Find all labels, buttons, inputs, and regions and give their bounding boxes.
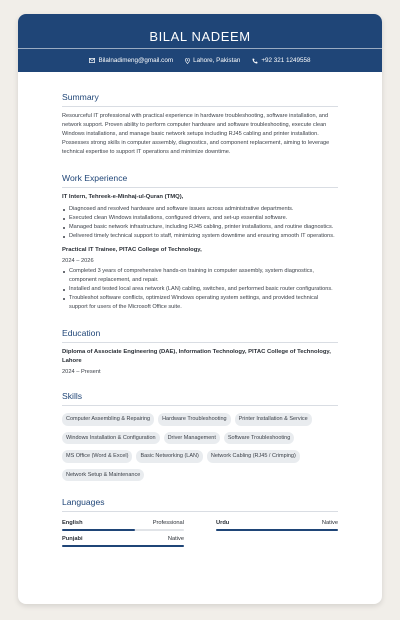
skill-chip: Printer Installation & Service [235,413,312,426]
proficiency-bar-fill [62,545,184,547]
contact-bar [18,49,382,72]
email-text: Bilalnadimeng@gmail.com [98,57,174,64]
job-entry [62,193,338,241]
job-title: IT Intern, Tehreek-e-Minhaj-ul-Quran (TMQ), [62,194,184,200]
phone-icon [252,58,258,64]
job-bullet: Installed and tested local area network (LAN) cabling, switches, and performed basic router configurations. [62,285,338,294]
languages-section [62,497,338,547]
skill-chip: Driver Management [164,432,220,445]
job-entry [62,246,338,312]
experience-heading: Work Experience [62,173,128,183]
location-pin-icon [185,58,190,64]
job-bullet: Delivered timely technical support to staff, minimizing system downtime and ensuring smooth IT operations. [62,232,338,241]
education-date: 2024 – Present [62,369,101,375]
section-divider [62,511,338,512]
job-bullets [62,205,338,241]
candidate-name: BILAL NADEEM [149,29,251,44]
job-bullet: Troubleshot software conflicts, optimized Windows operating system settings, and provided technical support for users of the Microsoft Office suite. [62,294,338,312]
skill-chip: Hardware Troubleshooting [158,413,231,426]
language-level: Professional [152,520,184,526]
phone-text: +92 321 1249558 [261,57,311,64]
education-heading: Education [62,328,101,338]
resume-header [18,14,382,72]
section-divider [62,187,338,188]
languages-list [62,517,338,547]
education-section [62,328,338,375]
languages-heading: Languages [62,497,105,507]
contact-email[interactable] [89,57,173,64]
location-text: Lahore, Pakistan [193,57,241,64]
resume-body [18,72,382,547]
summary-text: Resourceful IT professional with practical experience in hardware troubleshooting, software installation, and network support. Proven ability to perform computer hardware and software troubleshooting, execute clean Windows installations, and manage basic network setups including RJ45 cabling and printer installation. Possesses strong skills in computer assembly, diagnostics, and component replacement, aiming to leverage technical expertise to support IT operations and minimize downtime. [62,113,330,155]
degree-title: Diploma of Associate Engineering (DAE), Information Technology, PITAC College of Technology, Lahore [62,349,331,364]
proficiency-bar-fill [216,529,338,531]
summary-section [62,92,338,157]
language-level: Native [321,520,338,526]
job-bullets [62,267,338,312]
proficiency-bar-fill [62,529,135,531]
experience-section [62,173,338,312]
language-name: Urdu [216,520,230,526]
skill-chip: Network Setup & Maintenance [62,469,144,482]
section-divider [62,342,338,343]
resume-card [18,14,382,604]
skills-section [62,391,338,481]
job-bullet: Managed basic network infrastructure, including RJ45 cabling, printer installations, and routine diagnostics. [62,223,338,232]
job-bullet: Diagnosed and resolved hardware and software issues across administrative departments. [62,205,338,214]
job-bullet: Executed clean Windows installations, configured drivers, and set-up essential software. [62,214,338,223]
language-level: Native [167,536,184,542]
skills-heading: Skills [62,391,83,401]
proficiency-bar [216,529,338,531]
job-date: 2024 – 2026 [62,258,94,264]
language-item [62,536,184,547]
skill-chip: Basic Networking (LAN) [136,450,202,463]
skills-list [62,411,338,481]
contact-phone[interactable] [252,57,310,64]
section-divider [62,106,338,107]
skill-chip: Windows Installation & Configuration [62,432,160,445]
language-name: Punjabi [62,536,83,542]
job-bullet: Completed 3 years of comprehensive hands-on training in computer assembly, system diagnostics, component replacement, and repair. [62,267,338,285]
summary-heading: Summary [62,92,99,102]
skill-chip: Computer Assembling & Repairing [62,413,154,426]
language-name: English [62,520,83,526]
language-item [216,520,338,531]
section-divider [62,405,338,406]
mail-icon [89,58,95,63]
proficiency-bar [62,529,184,531]
contact-location [185,57,240,64]
proficiency-bar [62,545,184,547]
language-item [62,520,184,531]
job-title: Practical IT Trainee, PITAC College of Technology, [62,247,202,253]
skill-chip: MS Office (Word & Excel) [62,450,132,463]
skill-chip: Software Troubleshooting [224,432,294,445]
skill-chip: Network Cabling (RJ45 / Crimping) [207,450,300,463]
